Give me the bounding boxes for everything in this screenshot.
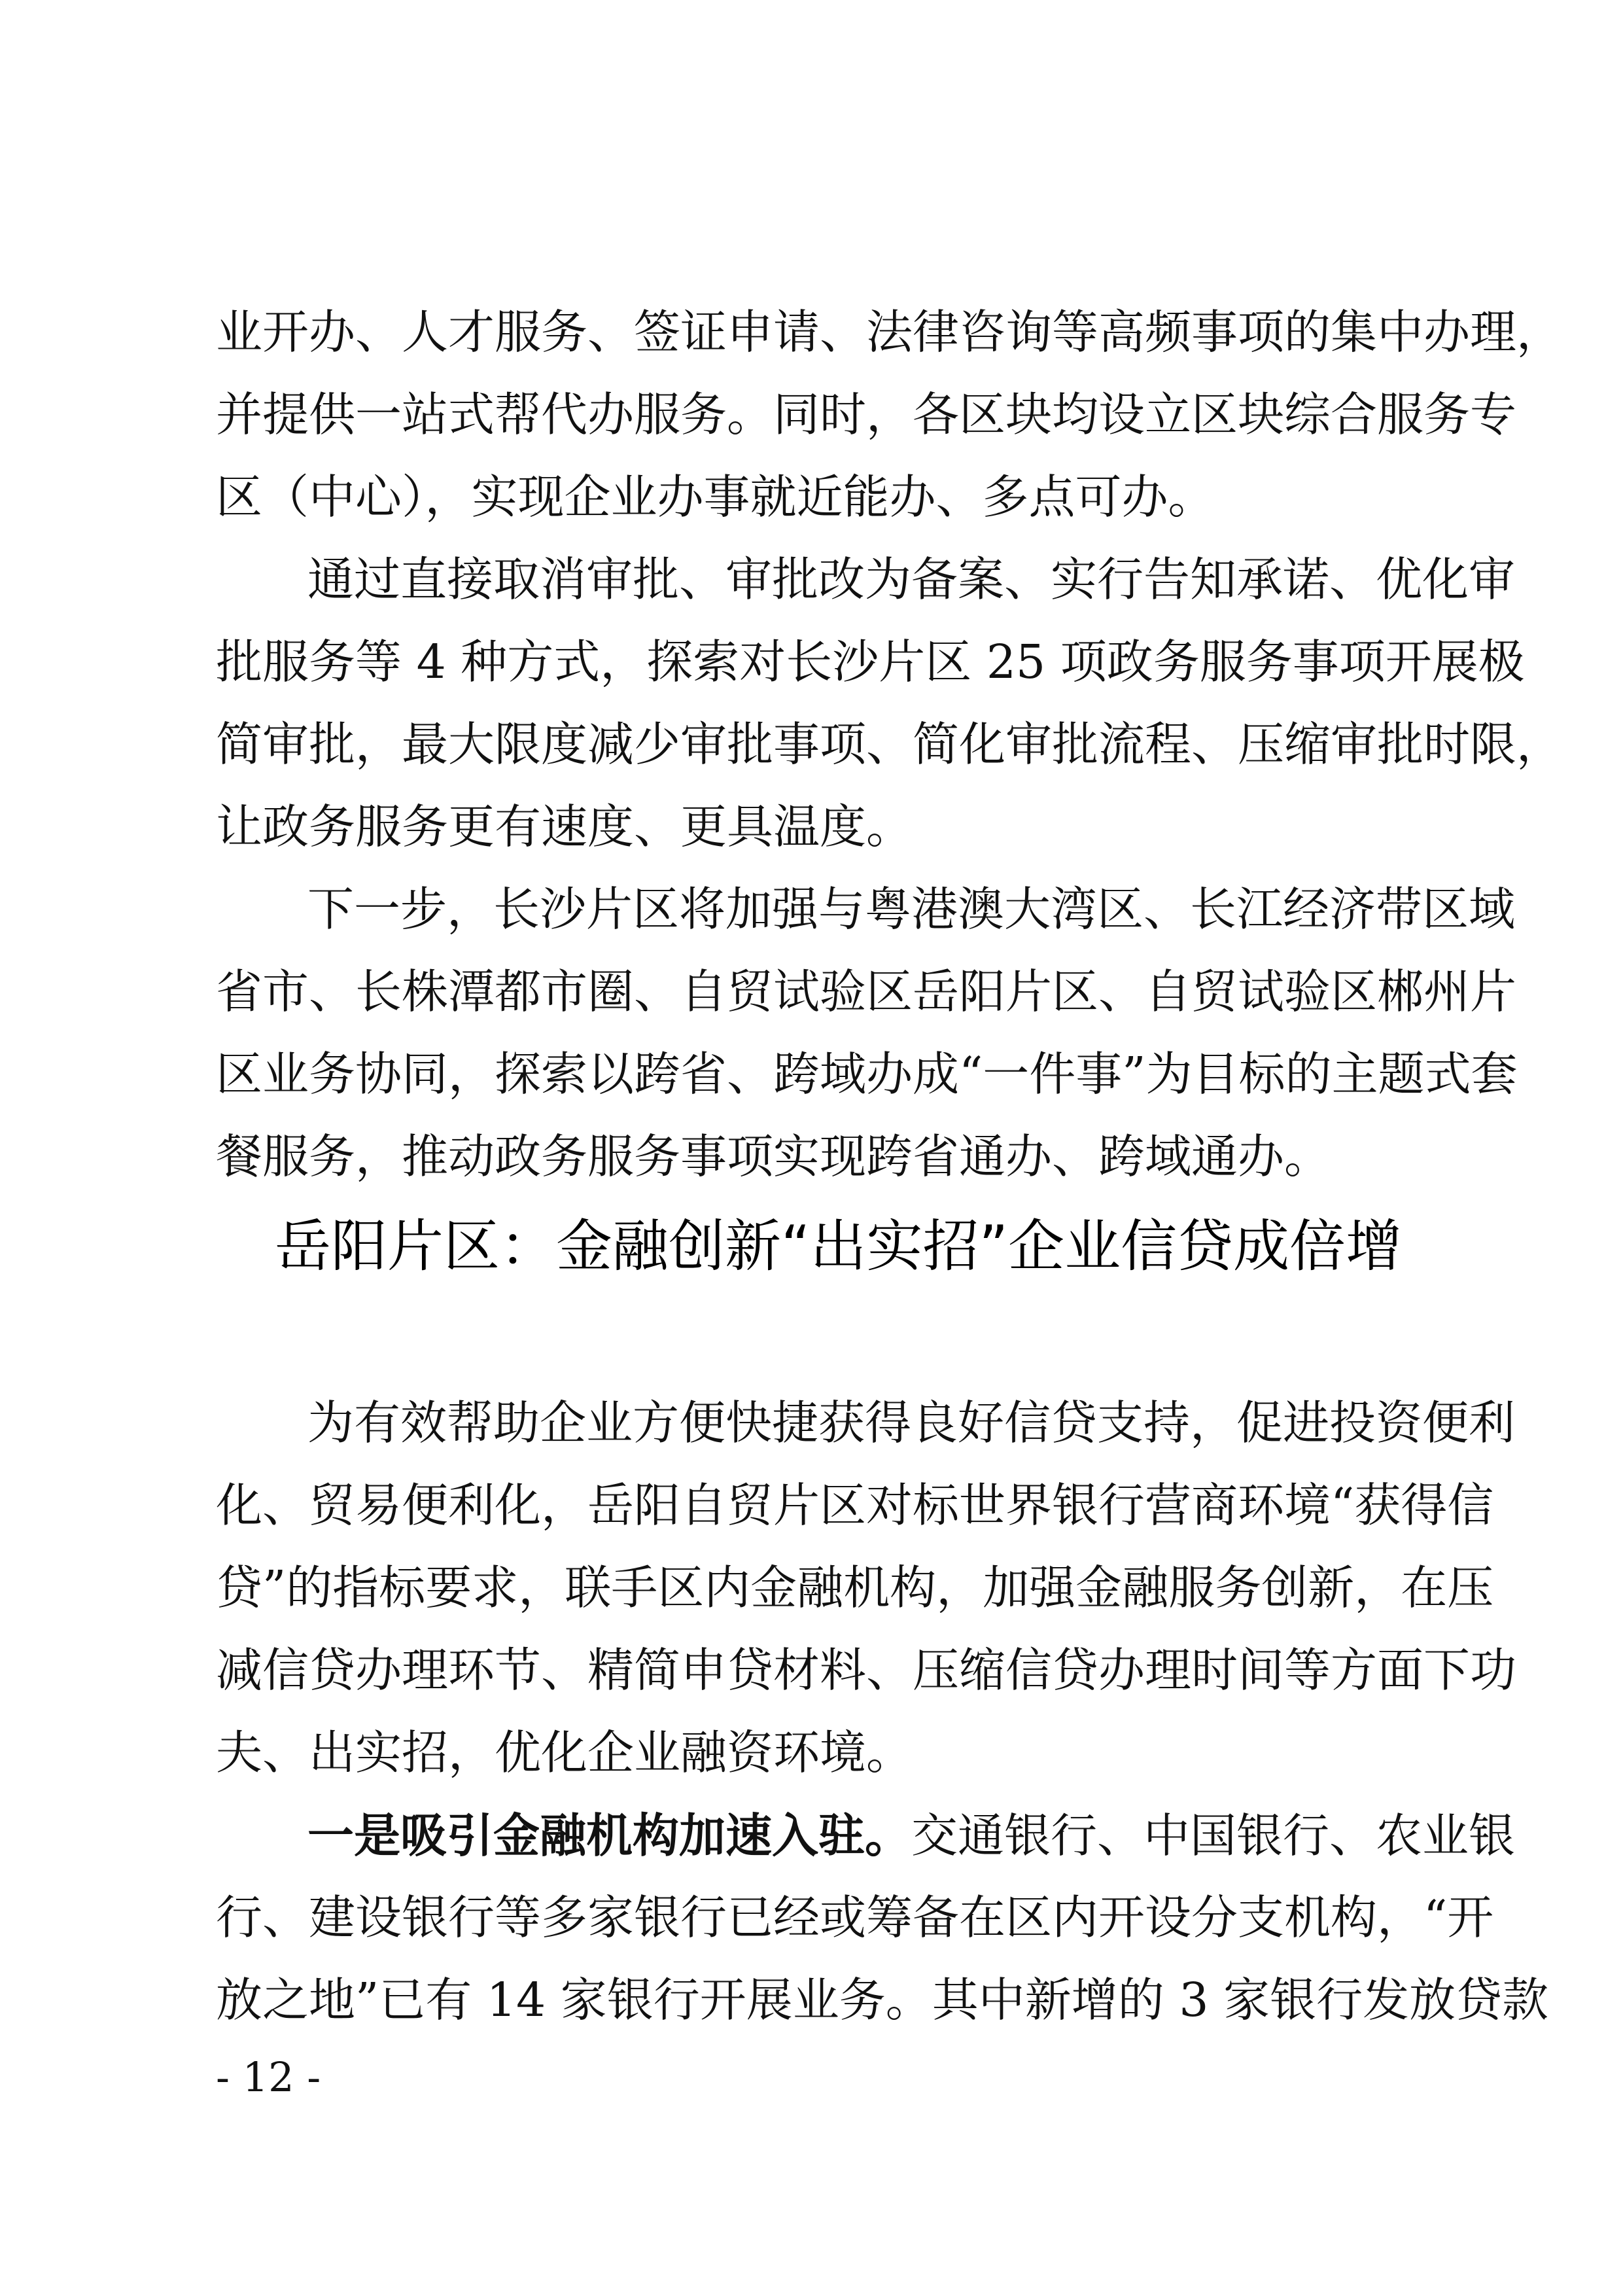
paragraph-line: 放之地”已有 14 家银行开展业务。其中新增的 3 家银行发放贷款 (216, 1973, 1549, 2027)
paragraph-line: 通过直接取消审批、审批改为备案、实行告知承诺、优化审 (307, 552, 1516, 607)
paragraph-line: 省市、长株潭都市圈、自贸试验区岳阳片区、自贸试验区郴州片 (216, 964, 1517, 1019)
paragraph-line: 区业务协同，探索以跨省、跨域办成“一件事”为目标的主题式套 (216, 1047, 1518, 1101)
paragraph-line: 下一步，长沙片区将加强与粤港澳大湾区、长江经济带区域 (307, 882, 1516, 936)
paragraph-line: 贷”的指标要求，联手区内金融机构，加强金融服务创新，在压 (216, 1561, 1494, 1615)
paragraph-line: 为有效帮助企业方便快捷获得良好信贷支持，促进投资便利 (307, 1396, 1516, 1450)
section-heading: 岳阳片区：金融创新“出实招”企业信贷成倍增 (275, 1214, 1403, 1279)
paragraph-line: 行、建设银行等多家银行已经或筹备在区内开设分支机构，“开 (216, 1890, 1494, 1945)
paragraph-text: 交通银行、中国银行、农业银 (911, 1809, 1516, 1863)
paragraph-line: 夫、出实招，优化企业融资环境。 (216, 1725, 913, 1780)
paragraph-line: 并提供一站式帮代办服务。同时，各区块均设立区块综合服务专 (216, 387, 1517, 442)
page-number: - 12 - (216, 2053, 321, 2101)
paragraph-line: 业开办、人才服务、签证申请、法律咨询等高频事项的集中办理， (216, 305, 1563, 359)
paragraph-line: 餐服务，推动政务服务事项实现跨省通办、跨域通办。 (216, 1129, 1331, 1184)
paragraph-line: 让政务服务更有速度、更具温度。 (216, 800, 913, 854)
paragraph-line (307, 1806, 1516, 1865)
paragraph-line: 化、贸易便利化，岳阳自贸片区对标世界银行营商环境“获得信 (216, 1478, 1494, 1532)
paragraph-line: 区（中心），实现企业办事就近能办、多点可办。 (216, 470, 1215, 524)
paragraph-line: 减信贷办理环节、精简申贷材料、压缩信贷办理时间等方面下功 (216, 1643, 1517, 1697)
paragraph-line: 简审批，最大限度减少审批事项、简化审批流程、压缩审批时限， (216, 717, 1563, 771)
paragraph-lead-text: 一是吸引金融机构加速入驻。 (307, 1808, 912, 1863)
paragraph-line: 批服务等 4 种方式，探索对长沙片区 25 项政务服务事项开展极 (216, 635, 1525, 689)
